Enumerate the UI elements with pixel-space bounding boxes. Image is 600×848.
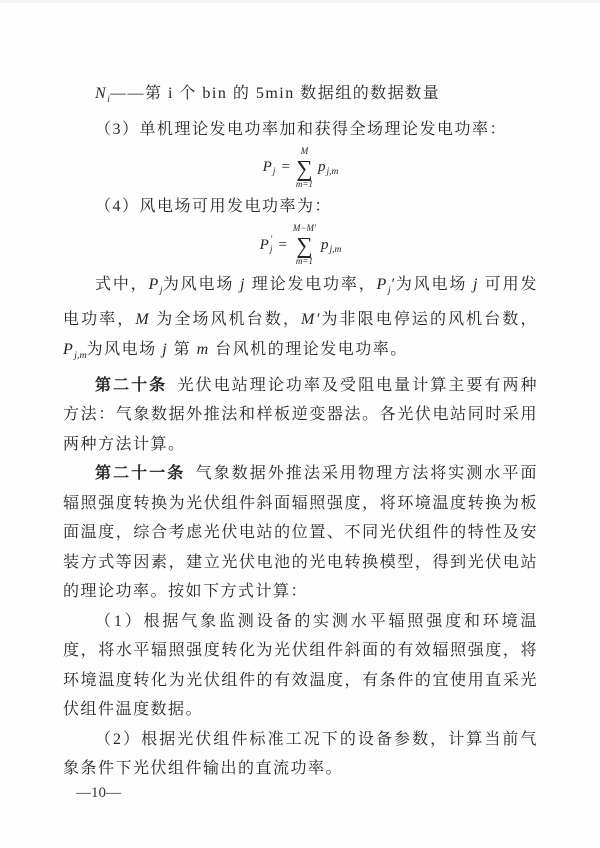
article-20-paragraph [63, 371, 538, 460]
sum-upper-limit: M−M′ [292, 223, 316, 234]
formula-lhs: P j [262, 159, 276, 178]
variable-definition-line: $N_i——$第 i 个 bin 的 5min 数据组的数据数量 [95, 85, 441, 106]
equals-sign: = [278, 236, 287, 253]
sigma-icon: ∑ [296, 233, 313, 259]
article-21-body: 气象数据外推法采用物理方法将实测水平面辐照强度转换为光伏组件斜面辐照强度，将环境温度转换为板面温度，综合考虑光伏电站的位置、不同光伏组件的特性及安装方式等因素，建立光伏电池的光电转换模型，得到光伏电站的理论功率。按如下方式计算： [63, 465, 538, 601]
list-item-4: （4）风电场可用发电功率为： [95, 198, 333, 216]
formula-lhs: P ′ j [259, 234, 273, 255]
article-21-heading: 第二十一条 [95, 465, 186, 483]
document-body [63, 79, 538, 784]
sum-upper-limit: M [300, 145, 309, 156]
summation-symbol [293, 224, 316, 267]
article-21-paragraph [63, 459, 538, 607]
sum-lower-limit: m=1 [295, 256, 313, 267]
list-item-2-paragraph: （2）根据光伏组件标准工况下的设备参数，计算当前气象条件下光伏组件输出的直流功率。 [63, 730, 538, 778]
formula-rhs: p j,m [320, 236, 342, 255]
formula-available-power [63, 223, 538, 269]
list-item-3: （3）单机理论发电功率加和获得全场理论发电功率： [95, 120, 508, 138]
sigma-icon: ∑ [296, 155, 313, 181]
article-20-heading: 第二十条 [95, 376, 168, 394]
sum-lower-limit: m=1 [295, 178, 313, 189]
formula-rhs: p j,m [317, 159, 339, 178]
list-item-1-paragraph: （1）根据气象监测设备的实测水平辐照强度和环境温度，将水平辐照强度转化为光伏组件斜面的有效辐照强度，将环境温度转化为光伏组件的有效温度，有条件的宜使用直采光伏组件温度数据。 [63, 612, 538, 719]
formula-theoretical-power [63, 145, 538, 191]
summation-symbol [296, 147, 313, 190]
article-20-body: 光伏电站理论功率及受阻电量计算主要有两种方法：气象数据外推法和样板逆变器法。各光伏电站同时采用两种方法计算。 [63, 376, 538, 453]
page-number: —10— [76, 785, 121, 801]
formula-legend-paragraph: 式中，$P_j$为风电场 j 理论发电功率，$P_j'$为风电场 j 可用发电功率，M 为全场风机台数，M′为非限电停运的风机台数，$P_{j,m}$为风电场 j 第 m 台风机的理论发电功率。 [63, 275, 538, 362]
equals-sign: = [281, 159, 290, 176]
